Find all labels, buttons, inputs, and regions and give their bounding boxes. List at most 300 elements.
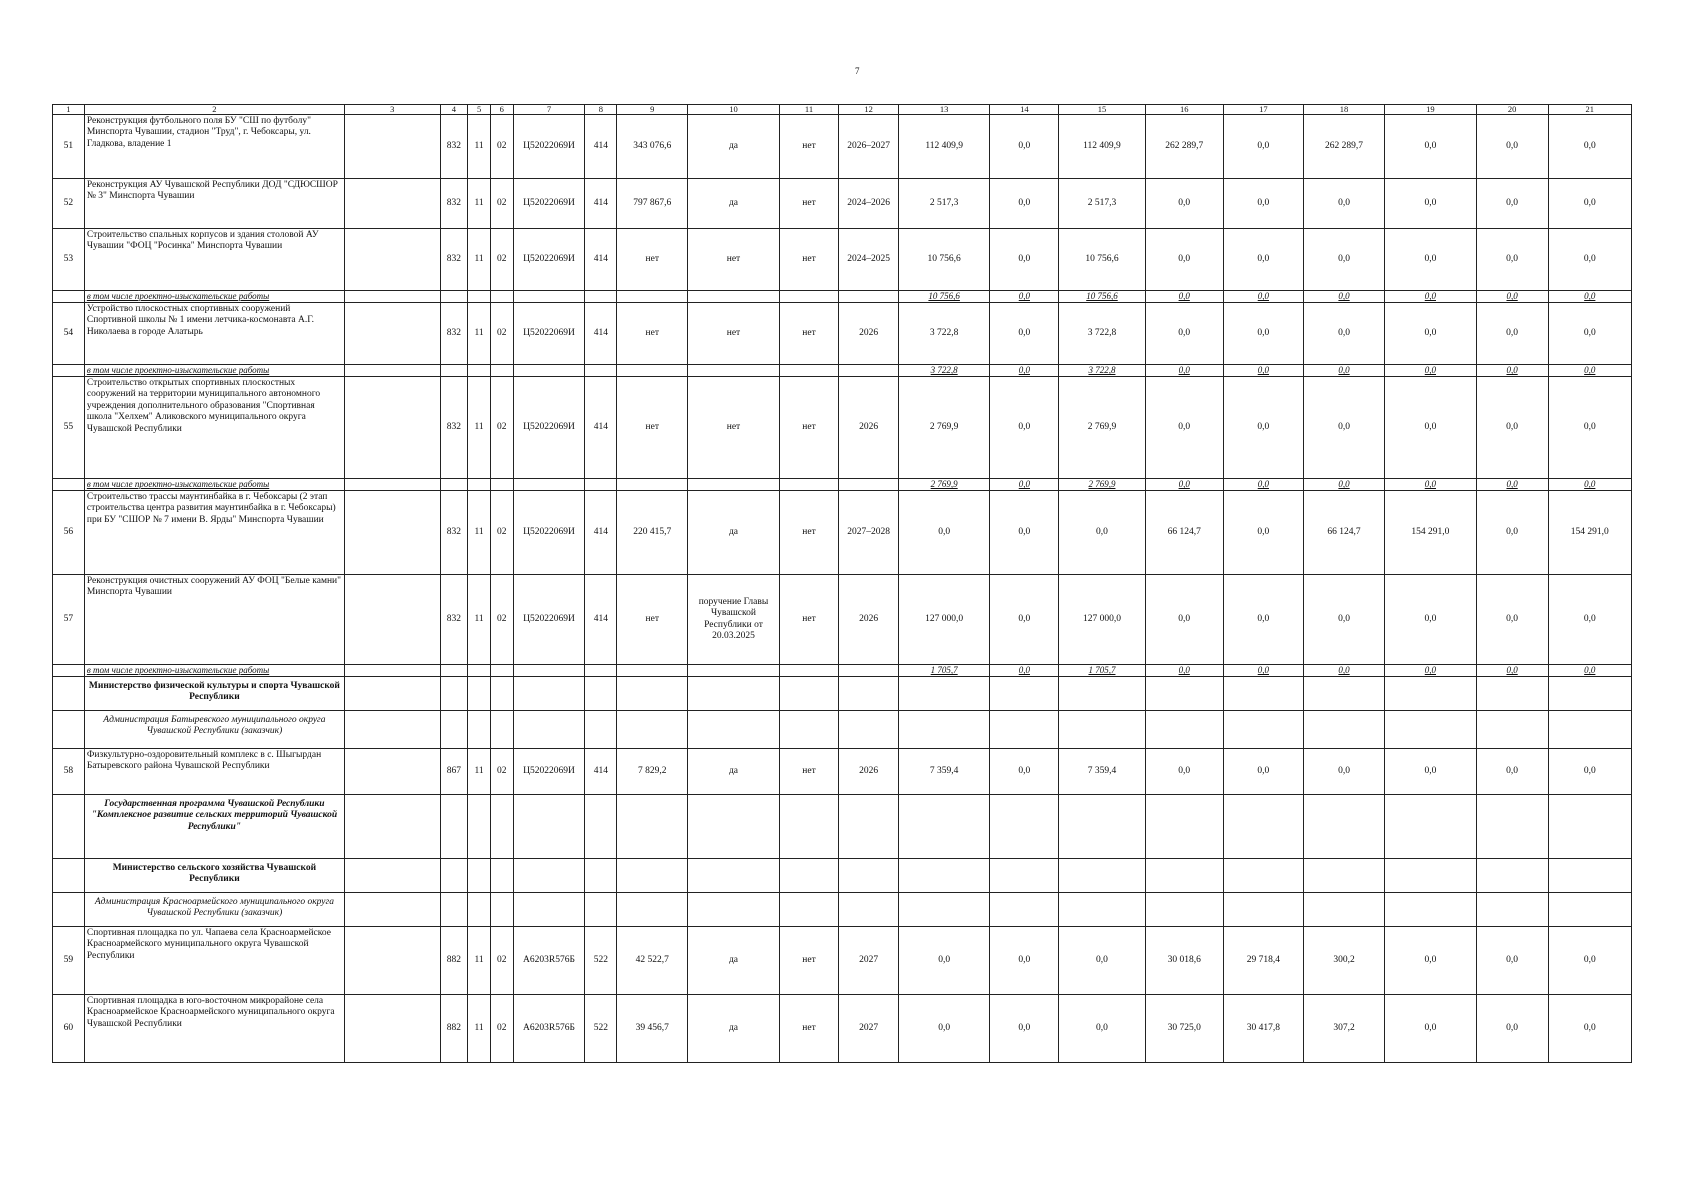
object-name: в том числе проектно-изыскательские работы bbox=[84, 479, 344, 491]
cell-col-10: да bbox=[688, 749, 779, 795]
table-row bbox=[53, 575, 1632, 665]
column-number: 9 bbox=[617, 105, 688, 115]
cell-col-17: 0,0 bbox=[1223, 749, 1303, 795]
cell-col-14: 0,0 bbox=[990, 575, 1059, 665]
cell-col-18 bbox=[1303, 711, 1384, 749]
cell-col-3 bbox=[344, 179, 440, 229]
cell-col-20: 0,0 bbox=[1476, 179, 1548, 229]
cell-col-8 bbox=[585, 711, 617, 749]
cell-col-8 bbox=[585, 365, 617, 377]
cell-col-3 bbox=[344, 795, 440, 859]
cell-col-19: 0,0 bbox=[1385, 229, 1476, 291]
cell-col-17: 0,0 bbox=[1223, 491, 1303, 575]
cell-col-17: 0,0 bbox=[1223, 229, 1303, 291]
cell-col-12: 2026 bbox=[839, 749, 899, 795]
cell-col-14: 0,0 bbox=[990, 377, 1059, 479]
cell-col-4 bbox=[440, 291, 468, 303]
cell-col-20: 0,0 bbox=[1476, 377, 1548, 479]
cell-col-21: 0,0 bbox=[1548, 377, 1631, 479]
cell-col-15: 10 756,6 bbox=[1059, 229, 1145, 291]
cell-col-20: 0,0 bbox=[1476, 291, 1548, 303]
cell-col-3 bbox=[344, 995, 440, 1063]
cell-col-21: 0,0 bbox=[1548, 749, 1631, 795]
cell-col-20: 0,0 bbox=[1476, 665, 1548, 677]
cell-col-15 bbox=[1059, 859, 1145, 893]
cell-col-12: 2027 bbox=[839, 995, 899, 1063]
cell-col-5 bbox=[468, 893, 491, 927]
cell-col-4: 832 bbox=[440, 377, 468, 479]
cell-col-15: 3 722,8 bbox=[1059, 365, 1145, 377]
cell-col-4 bbox=[440, 365, 468, 377]
cell-col-12: 2024–2026 bbox=[839, 179, 899, 229]
cell-col-11 bbox=[779, 291, 839, 303]
cell-col-18: 0,0 bbox=[1303, 229, 1384, 291]
cell-col-3 bbox=[344, 893, 440, 927]
cell-col-9 bbox=[617, 893, 688, 927]
column-number: 5 bbox=[468, 105, 491, 115]
column-number: 7 bbox=[513, 105, 585, 115]
cell-col-20: 0,0 bbox=[1476, 927, 1548, 995]
cell-col-20 bbox=[1476, 893, 1548, 927]
cell-col-7: Ц52022069И bbox=[513, 491, 585, 575]
cell-col-17: 0,0 bbox=[1223, 115, 1303, 179]
cell-col-3 bbox=[344, 491, 440, 575]
cell-col-21: 0,0 bbox=[1548, 365, 1631, 377]
cell-col-9: 220 415,7 bbox=[617, 491, 688, 575]
cell-col-9: нет bbox=[617, 377, 688, 479]
cell-col-11 bbox=[779, 479, 839, 491]
section-row bbox=[53, 859, 1632, 893]
object-name: в том числе проектно-изыскательские работы bbox=[84, 665, 344, 677]
table-row bbox=[53, 749, 1632, 795]
cell-col-16: 0,0 bbox=[1145, 229, 1223, 291]
cell-col-13: 10 756,6 bbox=[898, 291, 989, 303]
cell-col-8 bbox=[585, 291, 617, 303]
column-number: 14 bbox=[990, 105, 1059, 115]
cell-col-17: 29 718,4 bbox=[1223, 927, 1303, 995]
cell-col-19: 0,0 bbox=[1385, 179, 1476, 229]
cell-col-6 bbox=[490, 479, 513, 491]
cell-col-3 bbox=[344, 665, 440, 677]
cell-col-7 bbox=[513, 893, 585, 927]
cell-col-10: да bbox=[688, 179, 779, 229]
cell-col-4: 867 bbox=[440, 749, 468, 795]
cell-col-4: 832 bbox=[440, 179, 468, 229]
cell-col-14: 0,0 bbox=[990, 291, 1059, 303]
row-number: 53 bbox=[53, 229, 85, 291]
cell-col-11: нет bbox=[779, 749, 839, 795]
subtotal-row bbox=[53, 365, 1632, 377]
cell-col-3 bbox=[344, 291, 440, 303]
cell-col-11 bbox=[779, 795, 839, 859]
cell-col-13: 1 705,7 bbox=[898, 665, 989, 677]
table-row bbox=[53, 995, 1632, 1063]
cell-col-15: 112 409,9 bbox=[1059, 115, 1145, 179]
cell-col-10 bbox=[688, 365, 779, 377]
cell-col-21 bbox=[1548, 893, 1631, 927]
cell-col-5: 11 bbox=[468, 995, 491, 1063]
column-number: 20 bbox=[1476, 105, 1548, 115]
cell-col-18: 262 289,7 bbox=[1303, 115, 1384, 179]
cell-col-9: нет bbox=[617, 575, 688, 665]
cell-col-10: поручение Главы Чувашской Республики от 20.03.2025 bbox=[688, 575, 779, 665]
row-number bbox=[53, 859, 85, 893]
cell-col-21: 0,0 bbox=[1548, 115, 1631, 179]
row-number: 52 bbox=[53, 179, 85, 229]
cell-col-20: 0,0 bbox=[1476, 491, 1548, 575]
cell-col-12 bbox=[839, 479, 899, 491]
cell-col-7: Ц52022069И bbox=[513, 377, 585, 479]
cell-col-16 bbox=[1145, 859, 1223, 893]
cell-col-7 bbox=[513, 365, 585, 377]
column-number: 3 bbox=[344, 105, 440, 115]
cell-col-20: 0,0 bbox=[1476, 479, 1548, 491]
cell-col-19: 0,0 bbox=[1385, 665, 1476, 677]
object-name: Строительство спальных корпусов и здания столовой АУ Чувашии "ФОЦ "Росинка" Минспорта Чувашии bbox=[84, 229, 344, 291]
cell-col-15: 2 517,3 bbox=[1059, 179, 1145, 229]
cell-col-10: нет bbox=[688, 229, 779, 291]
cell-col-8: 522 bbox=[585, 995, 617, 1063]
cell-col-4 bbox=[440, 893, 468, 927]
row-number bbox=[53, 365, 85, 377]
cell-col-21 bbox=[1548, 677, 1631, 711]
cell-col-5 bbox=[468, 859, 491, 893]
cell-col-11: нет bbox=[779, 115, 839, 179]
cell-col-19: 0,0 bbox=[1385, 291, 1476, 303]
cell-col-10 bbox=[688, 711, 779, 749]
cell-col-9 bbox=[617, 291, 688, 303]
cell-col-12 bbox=[839, 365, 899, 377]
cell-col-15: 3 722,8 bbox=[1059, 303, 1145, 365]
cell-col-5 bbox=[468, 365, 491, 377]
cell-col-14: 0,0 bbox=[990, 927, 1059, 995]
cell-col-14: 0,0 bbox=[990, 115, 1059, 179]
cell-col-17 bbox=[1223, 677, 1303, 711]
cell-col-14 bbox=[990, 677, 1059, 711]
cell-col-14: 0,0 bbox=[990, 479, 1059, 491]
cell-col-7: Ц52022069И bbox=[513, 749, 585, 795]
cell-col-5: 11 bbox=[468, 115, 491, 179]
column-number: 12 bbox=[839, 105, 899, 115]
cell-col-9: нет bbox=[617, 229, 688, 291]
cell-col-18 bbox=[1303, 677, 1384, 711]
table-body bbox=[53, 105, 1632, 1063]
investment-table bbox=[52, 104, 1632, 1063]
cell-col-13 bbox=[898, 893, 989, 927]
cell-col-21: 0,0 bbox=[1548, 179, 1631, 229]
cell-col-20 bbox=[1476, 859, 1548, 893]
cell-col-3 bbox=[344, 677, 440, 711]
cell-col-10: да bbox=[688, 995, 779, 1063]
cell-col-16 bbox=[1145, 677, 1223, 711]
row-number bbox=[53, 291, 85, 303]
cell-col-12: 2024–2025 bbox=[839, 229, 899, 291]
cell-col-8: 414 bbox=[585, 115, 617, 179]
cell-col-3 bbox=[344, 365, 440, 377]
cell-col-6 bbox=[490, 893, 513, 927]
cell-col-5 bbox=[468, 677, 491, 711]
cell-col-8 bbox=[585, 795, 617, 859]
cell-col-5: 11 bbox=[468, 927, 491, 995]
cell-col-17 bbox=[1223, 711, 1303, 749]
cell-col-8: 522 bbox=[585, 927, 617, 995]
row-number bbox=[53, 795, 85, 859]
cell-col-16: 262 289,7 bbox=[1145, 115, 1223, 179]
cell-col-8: 414 bbox=[585, 229, 617, 291]
cell-col-16: 0,0 bbox=[1145, 303, 1223, 365]
cell-col-6 bbox=[490, 859, 513, 893]
cell-col-8 bbox=[585, 479, 617, 491]
cell-col-20: 0,0 bbox=[1476, 995, 1548, 1063]
cell-col-11: нет bbox=[779, 303, 839, 365]
cell-col-18: 0,0 bbox=[1303, 291, 1384, 303]
cell-col-15: 0,0 bbox=[1059, 995, 1145, 1063]
row-number: 54 bbox=[53, 303, 85, 365]
cell-col-12 bbox=[839, 677, 899, 711]
cell-col-14 bbox=[990, 711, 1059, 749]
cell-col-14: 0,0 bbox=[990, 491, 1059, 575]
cell-col-8 bbox=[585, 665, 617, 677]
cell-col-17: 0,0 bbox=[1223, 303, 1303, 365]
cell-col-16: 0,0 bbox=[1145, 377, 1223, 479]
section-row bbox=[53, 711, 1632, 749]
cell-col-17: 30 417,8 bbox=[1223, 995, 1303, 1063]
cell-col-9 bbox=[617, 479, 688, 491]
object-name: Администрация Батыревского муниципального округа Чувашской Республики (заказчик) bbox=[84, 711, 344, 749]
cell-col-19: 0,0 bbox=[1385, 377, 1476, 479]
cell-col-17 bbox=[1223, 795, 1303, 859]
cell-col-9 bbox=[617, 677, 688, 711]
cell-col-16: 0,0 bbox=[1145, 575, 1223, 665]
cell-col-21: 0,0 bbox=[1548, 229, 1631, 291]
cell-col-3 bbox=[344, 115, 440, 179]
cell-col-8: 414 bbox=[585, 575, 617, 665]
cell-col-16: 66 124,7 bbox=[1145, 491, 1223, 575]
cell-col-19: 154 291,0 bbox=[1385, 491, 1476, 575]
row-number bbox=[53, 677, 85, 711]
cell-col-19 bbox=[1385, 893, 1476, 927]
cell-col-10 bbox=[688, 479, 779, 491]
subtotal-row bbox=[53, 665, 1632, 677]
cell-col-21: 0,0 bbox=[1548, 479, 1631, 491]
cell-col-11 bbox=[779, 365, 839, 377]
cell-col-3 bbox=[344, 711, 440, 749]
cell-col-19: 0,0 bbox=[1385, 995, 1476, 1063]
cell-col-18: 66 124,7 bbox=[1303, 491, 1384, 575]
cell-col-12 bbox=[839, 893, 899, 927]
cell-col-11: нет bbox=[779, 229, 839, 291]
subtotal-row bbox=[53, 291, 1632, 303]
cell-col-3 bbox=[344, 575, 440, 665]
cell-col-6: 02 bbox=[490, 749, 513, 795]
cell-col-4: 882 bbox=[440, 927, 468, 995]
cell-col-12 bbox=[839, 711, 899, 749]
cell-col-14 bbox=[990, 893, 1059, 927]
cell-col-12 bbox=[839, 665, 899, 677]
cell-col-5: 11 bbox=[468, 229, 491, 291]
row-number bbox=[53, 479, 85, 491]
cell-col-17 bbox=[1223, 893, 1303, 927]
row-number bbox=[53, 711, 85, 749]
cell-col-6 bbox=[490, 665, 513, 677]
cell-col-9 bbox=[617, 665, 688, 677]
cell-col-13: 10 756,6 bbox=[898, 229, 989, 291]
cell-col-21: 0,0 bbox=[1548, 291, 1631, 303]
cell-col-16 bbox=[1145, 795, 1223, 859]
cell-col-8: 414 bbox=[585, 377, 617, 479]
cell-col-13: 0,0 bbox=[898, 995, 989, 1063]
cell-col-11 bbox=[779, 665, 839, 677]
cell-col-12 bbox=[839, 291, 899, 303]
object-name: Спортивная площадка в юго-восточном микрорайоне села Красноармейское Красноармейского муниципального округа Чувашской Республики bbox=[84, 995, 344, 1063]
cell-col-19: 0,0 bbox=[1385, 303, 1476, 365]
cell-col-3 bbox=[344, 479, 440, 491]
cell-col-15: 10 756,6 bbox=[1059, 291, 1145, 303]
cell-col-21: 0,0 bbox=[1548, 995, 1631, 1063]
cell-col-5 bbox=[468, 291, 491, 303]
cell-col-12: 2026 bbox=[839, 377, 899, 479]
cell-col-15: 127 000,0 bbox=[1059, 575, 1145, 665]
object-name: Министерство физической культуры и спорта Чувашской Республики bbox=[84, 677, 344, 711]
cell-col-10 bbox=[688, 291, 779, 303]
cell-col-14 bbox=[990, 859, 1059, 893]
object-name: Спортивная площадка по ул. Чапаева села Красноармейское Красноармейского муниципального округа Чувашской Республики bbox=[84, 927, 344, 995]
cell-col-16 bbox=[1145, 893, 1223, 927]
cell-col-19: 0,0 bbox=[1385, 115, 1476, 179]
row-number bbox=[53, 665, 85, 677]
cell-col-6 bbox=[490, 795, 513, 859]
cell-col-9 bbox=[617, 711, 688, 749]
cell-col-9 bbox=[617, 365, 688, 377]
cell-col-6: 02 bbox=[490, 115, 513, 179]
row-number: 56 bbox=[53, 491, 85, 575]
cell-col-4 bbox=[440, 859, 468, 893]
cell-col-3 bbox=[344, 859, 440, 893]
cell-col-17: 0,0 bbox=[1223, 179, 1303, 229]
cell-col-5 bbox=[468, 479, 491, 491]
cell-col-19: 0,0 bbox=[1385, 749, 1476, 795]
section-row bbox=[53, 677, 1632, 711]
cell-col-16: 0,0 bbox=[1145, 479, 1223, 491]
cell-col-18: 0,0 bbox=[1303, 303, 1384, 365]
cell-col-7 bbox=[513, 795, 585, 859]
cell-col-4: 882 bbox=[440, 995, 468, 1063]
cell-col-4 bbox=[440, 677, 468, 711]
cell-col-5 bbox=[468, 795, 491, 859]
cell-col-10 bbox=[688, 795, 779, 859]
table-row bbox=[53, 377, 1632, 479]
column-number: 8 bbox=[585, 105, 617, 115]
cell-col-19: 0,0 bbox=[1385, 365, 1476, 377]
cell-col-18: 0,0 bbox=[1303, 749, 1384, 795]
cell-col-12: 2026 bbox=[839, 575, 899, 665]
cell-col-15 bbox=[1059, 893, 1145, 927]
cell-col-8: 414 bbox=[585, 491, 617, 575]
cell-col-7: Ц52022069И bbox=[513, 115, 585, 179]
cell-col-12 bbox=[839, 795, 899, 859]
cell-col-7 bbox=[513, 859, 585, 893]
column-number: 21 bbox=[1548, 105, 1631, 115]
cell-col-18: 0,0 bbox=[1303, 179, 1384, 229]
cell-col-18 bbox=[1303, 893, 1384, 927]
cell-col-11: нет bbox=[779, 575, 839, 665]
cell-col-9: 39 456,7 bbox=[617, 995, 688, 1063]
cell-col-7 bbox=[513, 677, 585, 711]
cell-col-13: 3 722,8 bbox=[898, 365, 989, 377]
column-number: 13 bbox=[898, 105, 989, 115]
cell-col-16: 0,0 bbox=[1145, 291, 1223, 303]
row-number: 51 bbox=[53, 115, 85, 179]
object-name: Устройство плоскостных спортивных сооружений Спортивной школы № 1 имени летчика-космонавта А.Г. Николаева в городе Алатырь bbox=[84, 303, 344, 365]
cell-col-18: 0,0 bbox=[1303, 365, 1384, 377]
cell-col-11 bbox=[779, 859, 839, 893]
cell-col-5: 11 bbox=[468, 491, 491, 575]
column-number: 4 bbox=[440, 105, 468, 115]
cell-col-15 bbox=[1059, 711, 1145, 749]
table-row bbox=[53, 229, 1632, 291]
cell-col-20 bbox=[1476, 795, 1548, 859]
cell-col-18: 0,0 bbox=[1303, 377, 1384, 479]
cell-col-6: 02 bbox=[490, 303, 513, 365]
cell-col-12 bbox=[839, 859, 899, 893]
cell-col-17 bbox=[1223, 859, 1303, 893]
cell-col-19 bbox=[1385, 859, 1476, 893]
column-number: 11 bbox=[779, 105, 839, 115]
row-number: 55 bbox=[53, 377, 85, 479]
cell-col-10 bbox=[688, 893, 779, 927]
cell-col-16: 0,0 bbox=[1145, 365, 1223, 377]
row-number: 57 bbox=[53, 575, 85, 665]
cell-col-19 bbox=[1385, 677, 1476, 711]
cell-col-7 bbox=[513, 665, 585, 677]
column-number: 1 bbox=[53, 105, 85, 115]
cell-col-8: 414 bbox=[585, 179, 617, 229]
cell-col-7 bbox=[513, 711, 585, 749]
cell-col-20: 0,0 bbox=[1476, 229, 1548, 291]
cell-col-15: 0,0 bbox=[1059, 927, 1145, 995]
cell-col-17: 0,0 bbox=[1223, 377, 1303, 479]
cell-col-7 bbox=[513, 479, 585, 491]
cell-col-11 bbox=[779, 677, 839, 711]
table-row bbox=[53, 491, 1632, 575]
cell-col-13: 2 517,3 bbox=[898, 179, 989, 229]
cell-col-4 bbox=[440, 795, 468, 859]
cell-col-13: 2 769,9 bbox=[898, 377, 989, 479]
cell-col-21: 0,0 bbox=[1548, 575, 1631, 665]
object-name: Министерство сельского хозяйства Чувашской Республики bbox=[84, 859, 344, 893]
cell-col-5: 11 bbox=[468, 179, 491, 229]
cell-col-18: 0,0 bbox=[1303, 479, 1384, 491]
section-row bbox=[53, 893, 1632, 927]
cell-col-7: Ц52022069И bbox=[513, 303, 585, 365]
cell-col-10 bbox=[688, 677, 779, 711]
table-row bbox=[53, 179, 1632, 229]
cell-col-3 bbox=[344, 303, 440, 365]
column-number: 19 bbox=[1385, 105, 1476, 115]
cell-col-15: 2 769,9 bbox=[1059, 377, 1145, 479]
cell-col-18: 0,0 bbox=[1303, 665, 1384, 677]
cell-col-14: 0,0 bbox=[990, 179, 1059, 229]
cell-col-19: 0,0 bbox=[1385, 927, 1476, 995]
cell-col-8 bbox=[585, 677, 617, 711]
row-number bbox=[53, 893, 85, 927]
cell-col-16: 30 018,6 bbox=[1145, 927, 1223, 995]
cell-col-20: 0,0 bbox=[1476, 303, 1548, 365]
object-name: Администрация Красноармейского муниципального округа Чувашской Республики (заказчик) bbox=[84, 893, 344, 927]
cell-col-4 bbox=[440, 665, 468, 677]
cell-col-14: 0,0 bbox=[990, 229, 1059, 291]
cell-col-17: 0,0 bbox=[1223, 575, 1303, 665]
